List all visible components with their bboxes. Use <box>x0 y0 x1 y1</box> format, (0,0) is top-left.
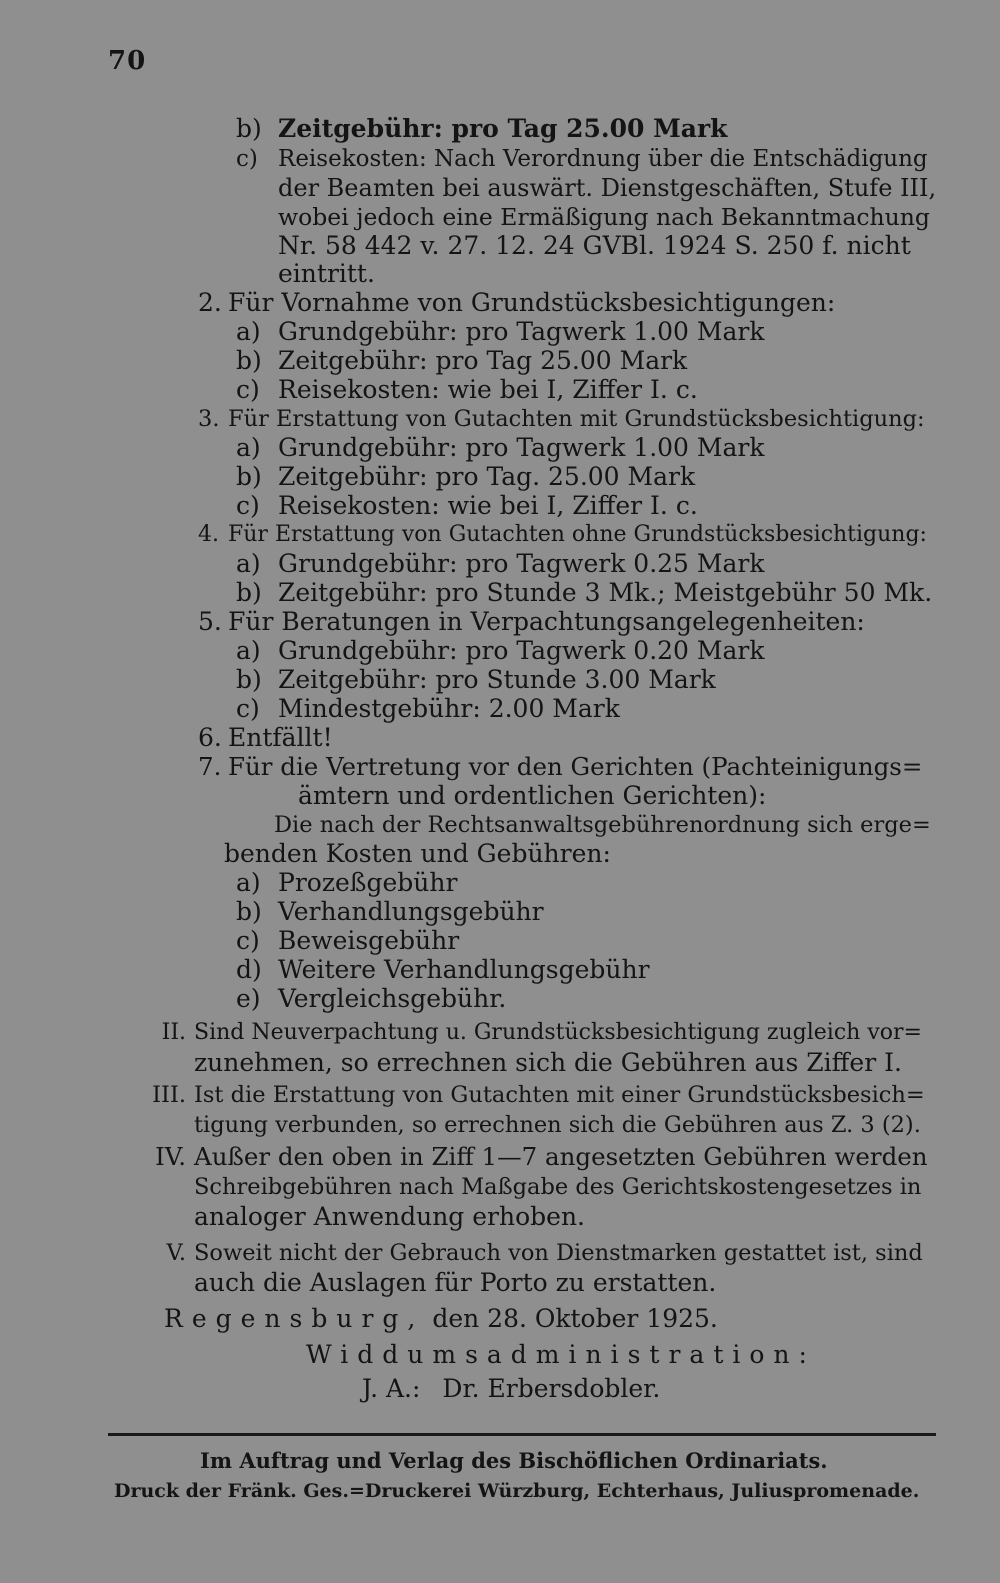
item7-cont3: benden Kosten und Gebühren: <box>224 839 611 868</box>
item-text: Zeitgebühr: pro Stunde 3.00 Mark <box>278 665 716 694</box>
item7-e <box>236 984 506 1014</box>
item-text: Weitere Verhandlungsgebühr <box>278 955 650 984</box>
signature-place-date <box>164 1304 718 1334</box>
item-number: 5. <box>198 607 222 636</box>
item-title: Für Erstattung von Gutachten mit Grundstücksbesichtigung: <box>228 406 925 432</box>
signature-by: J. A.: <box>362 1374 421 1403</box>
item7-cont2: Die nach der Rechtsanwaltsgebührenordnung sich erge= <box>274 812 931 838</box>
item-label: c) <box>236 694 260 723</box>
item-text: Verhandlungsgebühr <box>278 897 544 926</box>
section-text: Soweit nicht der Gebrauch von Dienstmarken gestattet ist, sind <box>194 1240 923 1266</box>
section-text: Sind Neuverpachtung u. Grundstücksbesichtigung zugleich vor= <box>194 1020 922 1045</box>
item-label: c) <box>236 926 260 955</box>
item-title: Für die Vertretung vor den Gerichten (Pachteinigungs= <box>228 752 923 781</box>
footer-line2: Druck der Fränk. Ges.=Druckerei Würzburg, Echterhaus, Juliuspromenade. <box>114 1480 920 1502</box>
item-label: b) <box>236 665 262 694</box>
item7-a <box>236 868 457 898</box>
item7-b <box>236 897 544 927</box>
item7-d <box>236 955 650 985</box>
item2-a <box>236 317 765 347</box>
item-label: a) <box>236 433 261 462</box>
item7-cont1: ämtern und ordentlichen Gerichten): <box>298 781 767 810</box>
secIV-line3: analoger Anwendung erhoben. <box>194 1202 586 1231</box>
signature-office: Widdumsadministration: <box>306 1340 816 1369</box>
item7-title-line <box>198 752 922 782</box>
item4-b <box>236 578 932 608</box>
item-label: b) <box>236 114 262 143</box>
item-title: Für Erstattung von Gutachten ohne Grundstücksbesichtigung: <box>228 522 927 547</box>
item-text: Reisekosten: wie bei I, Ziffer I. c. <box>278 375 698 404</box>
item-title: Für Beratungen in Verpachtungsangelegenheiten: <box>228 607 865 636</box>
item-text: Grundgebühr: pro Tagwerk 1.00 Mark <box>278 317 765 346</box>
sec1-c-line <box>236 144 930 174</box>
item-text: Grundgebühr: pro Tagwerk 0.25 Mark <box>278 549 765 578</box>
item-text: Zeitgebühr: pro Tag. 25.00 Mark <box>278 462 696 491</box>
item-label: b) <box>236 578 262 607</box>
item-text: Reisekosten: Nach Verordnung über die Entschädigung <box>278 146 928 172</box>
item-text: Mindestgebühr: 2.00 Mark <box>278 694 620 723</box>
secII-line2: zunehmen, so errechnen sich die Gebühren aus Ziffer I. <box>194 1048 902 1077</box>
item-number: 4. <box>198 522 219 547</box>
item-label: b) <box>236 346 262 375</box>
footer-divider <box>108 1433 936 1436</box>
signature-name: Dr. Erbersdobler. <box>442 1374 661 1403</box>
item-label: a) <box>236 317 261 346</box>
section-number: IV. <box>155 1142 186 1171</box>
sec1-c-cont3: Nr. 58 442 v. 27. 12. 24 GVBl. 1924 S. 250 f. nicht <box>278 231 911 260</box>
secIV-line1 <box>136 1142 928 1172</box>
item-number: 6. <box>198 723 222 752</box>
sec1-c-cont4: eintritt. <box>278 259 375 288</box>
page-number: 70 <box>108 46 147 76</box>
section-number: III. <box>152 1082 186 1108</box>
section-number: II. <box>161 1020 186 1045</box>
secV-line1 <box>136 1238 923 1268</box>
item3-title-line <box>198 404 925 434</box>
item-text: Prozeßgebühr <box>278 868 458 897</box>
item-text <box>236 144 928 174</box>
sec1-b-line <box>236 114 728 144</box>
item2-c <box>236 375 698 405</box>
secIII-line2: tigung verbunden, so errechnen sich die Gebühren aus Z. 3 (2). <box>194 1112 921 1138</box>
item5-b <box>236 665 716 695</box>
item-label: a) <box>236 636 261 665</box>
item-title: Für Vornahme von Grundstücksbesichtigungen: <box>228 288 836 317</box>
secV-line2: auch die Auslagen für Porto zu erstatten. <box>194 1268 717 1297</box>
item-text: Grundgebühr: pro Tagwerk 0.20 Mark <box>278 636 765 665</box>
sec1-c-cont1: der Beamten bei auswärt. Dienstgeschäften, Stufe III, <box>278 174 937 202</box>
item-label: a) <box>236 868 261 897</box>
item-text: Reisekosten: wie bei I, Ziffer I. c. <box>278 491 698 520</box>
item5-c <box>236 694 620 724</box>
signature-place: Regensburg, <box>164 1304 425 1333</box>
secIII-line1 <box>136 1080 925 1110</box>
item-text: Zeitgebühr: pro Stunde 3 Mk.; Meistgebühr 50 Mk. <box>278 578 933 607</box>
item-label: c) <box>236 491 260 520</box>
item-label: a) <box>236 549 261 578</box>
item-text: Zeitgebühr: pro Tag 25.00 Mark <box>278 114 728 143</box>
item6-line <box>198 723 333 753</box>
item-label: b) <box>236 897 262 926</box>
footer-line1: Im Auftrag und Verlag des Bischöflichen Ordinariats. <box>200 1448 828 1473</box>
item-text: Zeitgebühr: pro Tag 25.00 Mark <box>278 346 688 375</box>
item5-a <box>236 636 765 666</box>
item2-title-line <box>198 288 835 318</box>
item-text: Vergleichsgebühr. <box>278 984 507 1013</box>
item3-a <box>236 433 765 463</box>
item-text: Grundgebühr: pro Tagwerk 1.00 Mark <box>278 433 765 462</box>
item-label: c) <box>236 375 260 404</box>
item3-b <box>236 462 695 492</box>
item-label: d) <box>236 955 262 984</box>
section-number: V. <box>166 1240 186 1266</box>
item2-b <box>236 346 687 376</box>
item-number: 2. <box>198 288 222 317</box>
item-label: b) <box>236 462 262 491</box>
item5-title-line <box>198 607 865 637</box>
sec1-c-cont2: wobei jedoch eine Ermäßigung nach Bekanntmachung <box>278 203 930 231</box>
secII-line1 <box>146 1018 922 1048</box>
signature-name-line <box>362 1374 660 1404</box>
item-text: Beweisgebühr <box>278 926 460 955</box>
item4-a <box>236 549 765 579</box>
item-number: 7. <box>198 752 222 781</box>
section-text: Ist die Erstattung von Gutachten mit einer Grundstücksbesich= <box>194 1082 925 1108</box>
item-title: Entfällt! <box>228 723 333 752</box>
signature-date: den 28. Oktober 1925. <box>432 1304 718 1333</box>
secIV-line2: Schreibgebühren nach Maßgabe des Gerichtskostengesetzes in <box>194 1174 922 1200</box>
item3-c <box>236 491 698 521</box>
item-label: c) <box>236 146 258 172</box>
item-number: 3. <box>198 406 220 432</box>
item7-c <box>236 926 459 956</box>
item-label: e) <box>236 984 261 1013</box>
section-text: Außer den oben in Ziff 1—7 angesetzten Gebühren werden <box>194 1142 928 1171</box>
item4-title-line <box>198 520 927 550</box>
